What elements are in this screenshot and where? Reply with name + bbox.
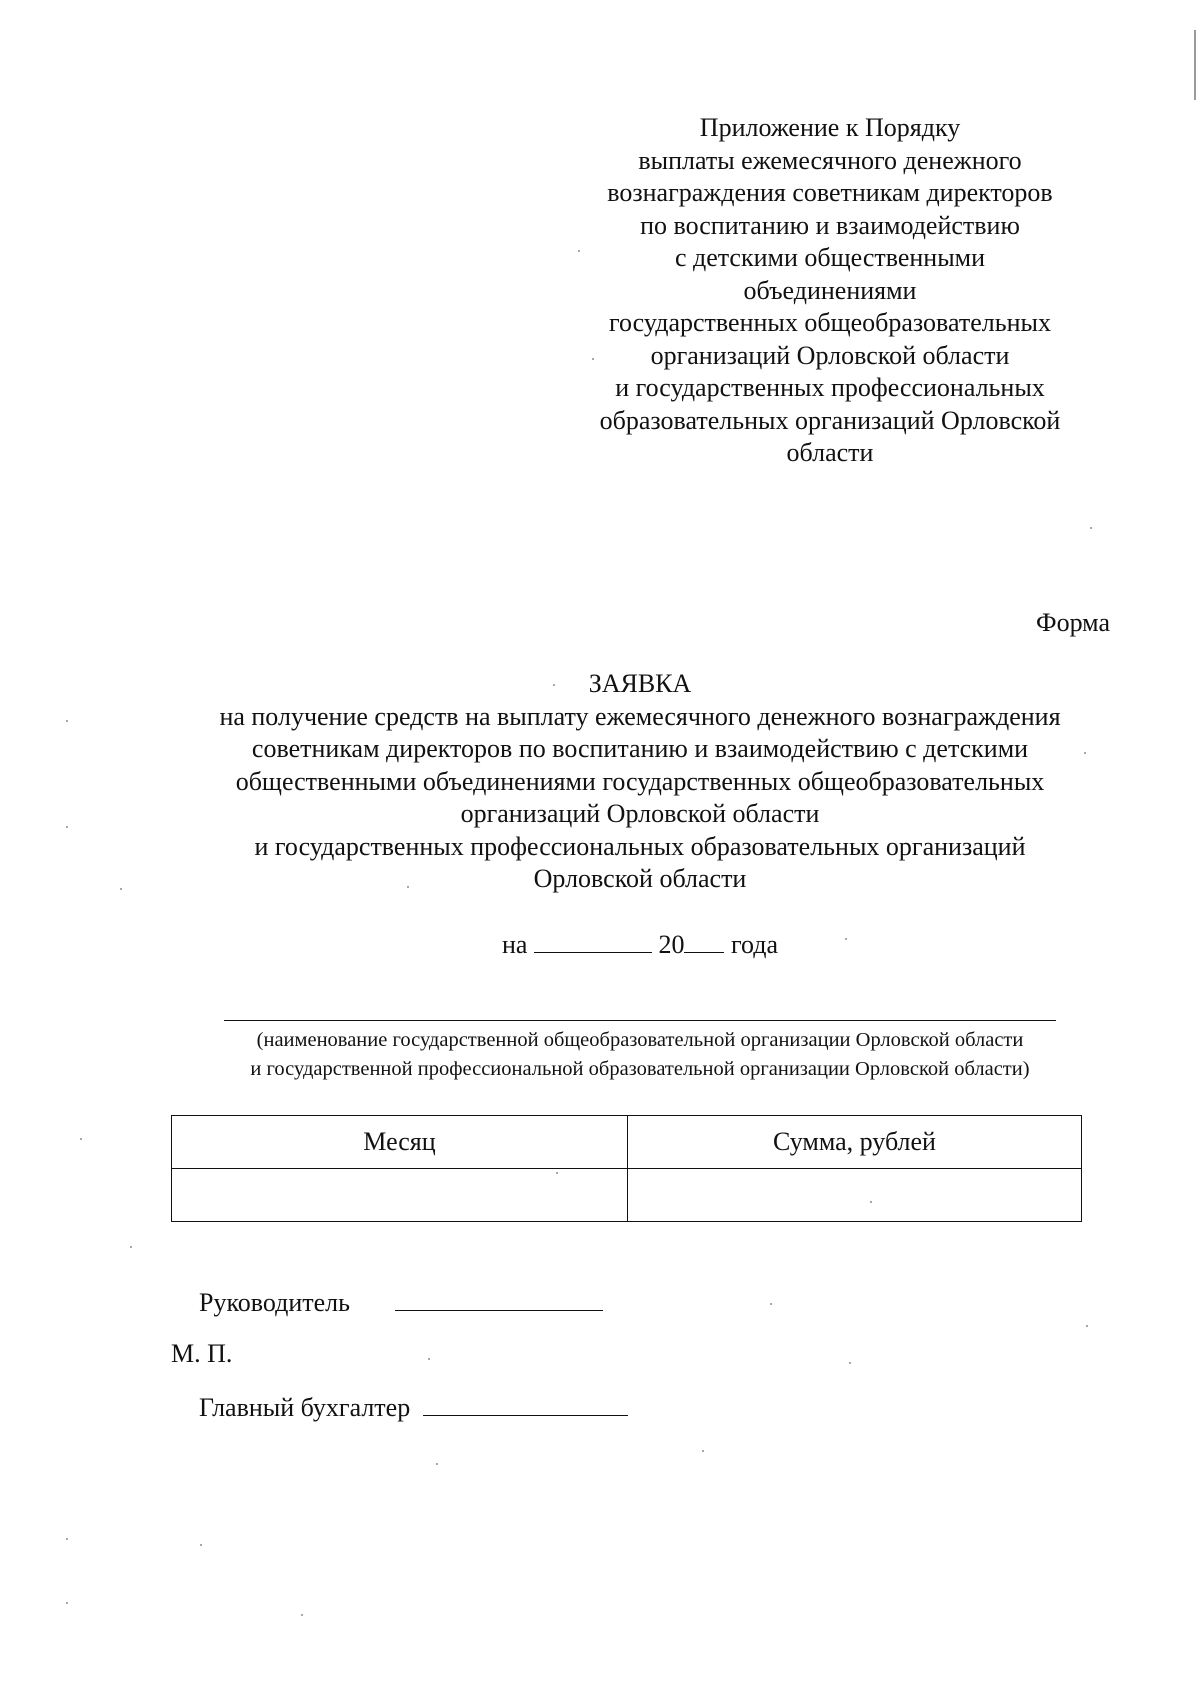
scan-edge-mark xyxy=(1194,30,1196,100)
appendix-line: по воспитанию и взаимодействию xyxy=(640,210,1020,240)
appendix-line: и государственных профессиональных xyxy=(615,373,1045,402)
accountant-signature-row xyxy=(199,1391,628,1423)
scan-speck xyxy=(845,938,847,940)
amounts-table xyxy=(171,1115,1082,1222)
title-line: общественными объединениями государственных общеобразовательных xyxy=(235,766,1045,796)
scan-speck xyxy=(592,358,594,360)
scan-speck xyxy=(578,250,580,252)
organization-name-field[interactable] xyxy=(224,1020,1056,1021)
sum-cell[interactable] xyxy=(628,1169,1082,1222)
scan-speck xyxy=(849,1362,851,1364)
month-cell[interactable] xyxy=(172,1169,628,1222)
period-suffix: года xyxy=(730,930,778,959)
scan-speck xyxy=(301,1614,303,1616)
scan-speck xyxy=(80,1138,82,1140)
scan-speck xyxy=(553,684,555,686)
scan-speck xyxy=(436,1463,438,1465)
accountant-label: Главный бухгалтер xyxy=(199,1393,411,1422)
scan-speck xyxy=(66,1538,68,1540)
scan-speck xyxy=(702,1450,704,1452)
scan-speck xyxy=(66,720,68,722)
scan-speck xyxy=(1086,1325,1088,1327)
stamp-row xyxy=(171,1339,232,1369)
period-prefix: на xyxy=(501,930,528,959)
title-heading: ЗАЯВКА xyxy=(588,669,692,698)
appendix-header xyxy=(560,112,1100,470)
scan-speck xyxy=(870,1201,872,1203)
table-row xyxy=(172,1169,1082,1222)
scan-speck xyxy=(66,1602,68,1604)
head-signature-row xyxy=(199,1286,603,1318)
scan-speck xyxy=(120,888,122,890)
application-title xyxy=(150,668,1130,896)
form-label: Форма xyxy=(1036,608,1110,637)
column-header-month: Месяц xyxy=(172,1116,628,1169)
head-signature-field[interactable] xyxy=(395,1286,603,1311)
accountant-signature-field[interactable] xyxy=(423,1391,628,1416)
year-blank-field[interactable] xyxy=(684,928,724,953)
scan-speck xyxy=(66,826,68,828)
title-line: советникам директоров по воспитанию и взаимодействию с детскими xyxy=(251,734,1029,763)
scan-speck xyxy=(407,886,409,888)
organization-caption xyxy=(150,1026,1130,1084)
appendix-line: с детскими общественными xyxy=(674,243,986,272)
appendix-line: государственных общеобразовательных xyxy=(609,308,1051,337)
appendix-line: вознаграждения советникам директоров xyxy=(607,178,1053,207)
month-blank-field[interactable] xyxy=(534,928,652,953)
stamp-label: М. П. xyxy=(171,1339,233,1368)
title-line: на получение средств на выплату ежемесячного денежного вознаграждения xyxy=(219,701,1061,731)
appendix-line: выплаты ежемесячного денежного xyxy=(638,145,1022,175)
column-header-sum: Сумма, рублей xyxy=(628,1116,1082,1169)
head-label: Руководитель xyxy=(199,1288,350,1317)
scan-speck xyxy=(200,1544,202,1546)
appendix-line: Приложение к Порядку xyxy=(699,113,961,142)
appendix-line: образовательных организаций Орловской xyxy=(599,405,1061,435)
scan-speck xyxy=(130,1246,132,1248)
appendix-line: организаций Орловской области xyxy=(650,340,1010,370)
scan-speck xyxy=(770,1303,772,1305)
period-line xyxy=(0,928,1200,960)
appendix-line: области xyxy=(786,438,874,467)
scan-speck xyxy=(1084,752,1086,754)
title-line: организаций Орловской области xyxy=(460,799,820,828)
scan-speck xyxy=(556,1172,558,1174)
table-header-row xyxy=(172,1116,1082,1169)
title-line: и государственных профессиональных образовательных организаций xyxy=(254,831,1026,861)
title-line: Орловской области xyxy=(533,864,747,893)
caption-line: (наименование государственной общеобразовательной организации Орловской области xyxy=(256,1029,1024,1051)
appendix-line: объединениями xyxy=(743,275,917,305)
scan-speck xyxy=(428,1358,430,1360)
caption-line: и государственной профессиональной образовательной организации Орловской области) xyxy=(250,1058,1030,1080)
year-prefix: 20 xyxy=(658,930,685,959)
scan-speck xyxy=(1090,527,1092,529)
